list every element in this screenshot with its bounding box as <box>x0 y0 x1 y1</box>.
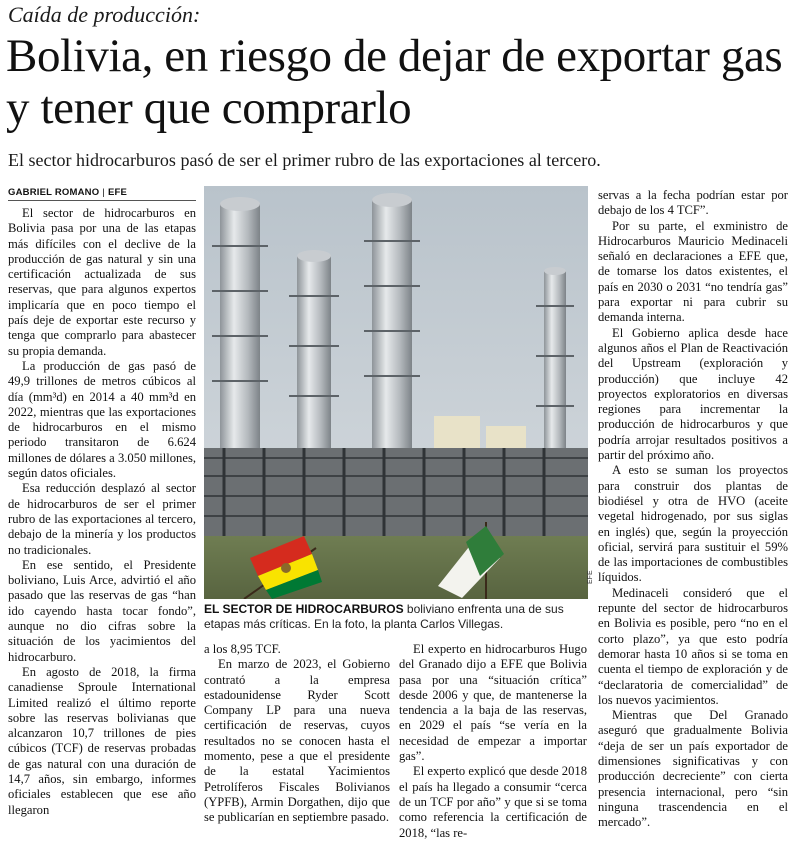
paragraph: El experto explicó que desde 2018 el país ha llegado a consumir “cerca de un TCF por año” y que si se toma como referencia la certificación de 2018, “las re- <box>399 764 587 840</box>
paragraph: servas a la fecha podrían estar por debajo de los 4 TCF”. <box>598 188 788 218</box>
paragraph: En ese sentido, el Presidente boliviano, Luis Arce, advirtió el año pasado que las reservas de gas “han ido cayendo hasta tocar fondo”, aunque no dio cifras sobre la situación de los yacimientos del hidrocarburo. <box>8 557 196 664</box>
plant-photo <box>204 186 588 599</box>
subhead: El sector hidrocarburos pasó de ser el primer rubro de las exportaciones al tercero. <box>8 150 601 170</box>
caption-text: boliviano enfrenta una de sus etapas más críticas. En la foto, la planta Carlos Villegas. <box>204 602 564 631</box>
column-2 <box>204 642 390 826</box>
column-4 <box>598 188 788 830</box>
kicker: Caída de producción: <box>8 2 201 27</box>
photo-credit: EFE <box>587 570 594 584</box>
column-1 <box>8 206 196 818</box>
paragraph: A esto se suman los proyectos para construir dos plantas de biodiésel y otra de HVO (aceite vegetal hidrogenado, por sus siglas en inglés) que, según la proyección oficial, servirá para sustituir el 59% de las importaciones de combustibles líquidos. <box>598 463 788 585</box>
paragraph: a los 8,95 TCF. <box>204 642 281 656</box>
byline-author: GABRIEL ROMANO <box>8 187 100 198</box>
caption-lead: EL SECTOR DE HIDROCARBUROS <box>204 602 404 616</box>
column-3 <box>399 642 587 841</box>
byline-separator: | <box>102 187 105 198</box>
paragraph: El Gobierno aplica desde hace algunos años el Plan de Reactivación del Upstream (exploración y producción) que incluye 42 proyectos exploratorios en diversas regiones para incrementar la producción de hidrocarburos y que podría arrojar resultados positivos a partir del próximo año. <box>598 325 788 463</box>
paragraph: Medinaceli consideró que el repunte del sector de hidrocarburos en Bolivia es posible, pero “no en el corto plazo”, ya que esto podría demorar hasta 10 años si se toma en cuenta el tiempo de exploración y de “declaratoria de comercialidad” de los nuevos yacimientos. <box>598 585 788 707</box>
paragraph: Mientras que Del Granado aseguró que gradualmente Bolivia “deja de ser un país exportador de dimensiones significativas y con producción decreciente” con cierta presencia internacional, pero “sin ninguna trascendencia en el mercado”. <box>598 708 788 830</box>
paragraph: La producción de gas pasó de 49,9 trillones de metros cúbicos al día (mm³d) en 2014 a 40 mm³d en 2022, mientras que las exportaciones de hidrocarburos en el mismo periodo transitaron de 6.624 millones de dólares a 3.050 millones, según datos oficiales. <box>8 358 196 481</box>
byline <box>8 187 196 201</box>
paragraph: El experto en hidrocarburos Hugo del Granado dijo a EFE que Bolivia pasa por una “situación crítica” desde 2006 y que, de mantenerse la tendencia a la baja de las reservas, en 2029 el país “se vería en la necesidad de empezar a importar gas”. <box>399 642 587 764</box>
paragraph: Esa reducción desplazó al sector de hidrocarburos de ser el primer rubro de las exportaciones al tercero, debajo de la minería y los productos no tradicionales. <box>8 481 196 557</box>
paragraph: En agosto de 2018, la firma canadiense Sproule International Limited realizó el último reporte sobre las reservas bolivianas que alcanzaron 10,7 trillones de pies cúbicos (TCF) de reservas probadas de gas natural con una duración de 14,7 años, sin embargo, informes oficiales establecen que ese año llegaron <box>8 664 196 817</box>
paragraph: Por su parte, el exministro de Hidrocarburos Mauricio Medinaceli señaló en declaraciones a EFE que, de tomarse los datos existentes, el país en 2030 o 2031 “no tendría gas” para exportar ni para cubrir su demanda interna. <box>598 218 788 325</box>
paragraph: En marzo de 2023, el Gobierno contrató a la empresa estadounidense Ryder Scott Company LP para una nueva certificación de reservas, cuyos resultados no se conocen hasta el momento, pese a que el presidente de la estatal Yacimientos Petrolíferos Fiscales Bolivianos (YPFB), Armin Dorgathen, dijo que se publicarían en septiembre pasado. <box>204 657 390 825</box>
byline-agency: EFE <box>107 187 128 198</box>
headline: Bolivia, en riesgo de dejar de exportar gas y tener que comprarlo <box>6 30 783 134</box>
paragraph: El sector de hidrocarburos en Bolivia pasa por una de las etapas más difíciles con el declive de la producción de gas natural y sin una certificación actualizada de sus reservas, que para algunos expertos implicaría que en poco tiempo el país deje de exportar este recurso y tenga que comprarlo para abastecer su propia demanda. <box>8 206 196 358</box>
photo-caption <box>204 602 590 632</box>
